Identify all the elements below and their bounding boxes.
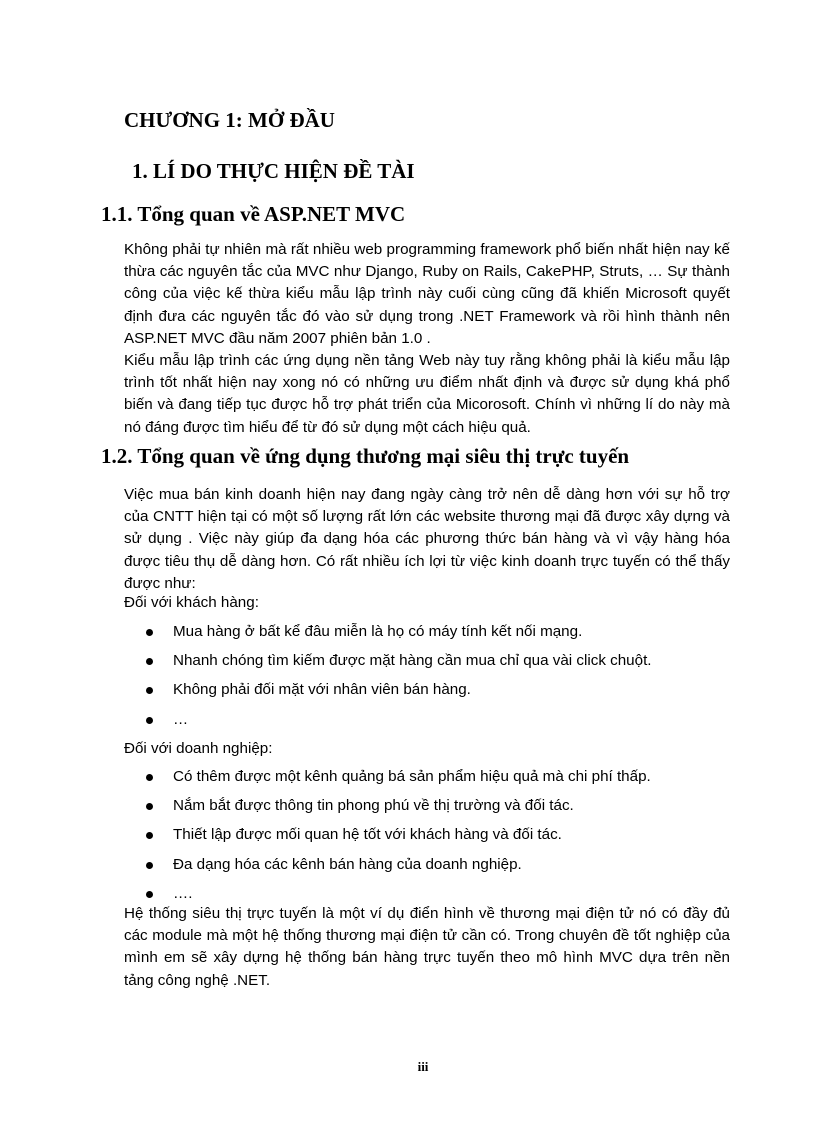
- list-item-text: Nhanh chóng tìm kiếm được mặt hàng cần mua chỉ qua vài click chuột.: [173, 652, 652, 670]
- paragraph-ecommerce-intro: Việc mua bán kinh doanh hiện nay đang ngày càng trở nên dễ dàng hơn với sự hỗ trợ của CNTT hiện tại có một số lượng rất lớn các website thương mại đã được xây dựng và sử dụng . Việc này giúp đa dạng hóa các phương thức bán hàng và vì vậy hàng hóa được tiêu thụ dễ dàng hơn. Có rất nhiều ích lợi từ việc kinh doanh trực tuyến có thể thấy được như:: [124, 486, 730, 592]
- bullet-icon: [146, 717, 153, 724]
- bullet-icon: [146, 687, 153, 694]
- list-item: [146, 766, 651, 795]
- list-item-text: ….: [173, 884, 193, 902]
- bullet-icon: [146, 891, 153, 898]
- bullet-icon: [146, 658, 153, 665]
- list-item-text: Nắm bắt được thông tin phong phú về thị trường và đối tác.: [173, 797, 574, 815]
- business-benefits-label: Đối với doanh nghiệp:: [124, 740, 273, 757]
- list-item: [146, 621, 652, 650]
- bullet-icon: [146, 862, 153, 869]
- paragraph-conclusion: Hệ thống siêu thị trực tuyến là một ví dụ điển hình về thương mại điện tử nó có đầy đủ các module mà một hệ thống thương mại điện tử cần có. Trong chuyên đề tốt nghiệp của mình em sẽ xây dựng hệ thống bán hàng trực tuyến theo mô hình MVC dựa trên nền tảng công nghệ .NET.: [124, 905, 730, 989]
- customer-benefits-list: [146, 621, 652, 738]
- subsection-title-ecommerce: 1.2. Tổng quan về ứng dụng thương mại siêu thị trực tuyến: [101, 444, 630, 468]
- bullet-icon: [146, 803, 153, 810]
- page-number: iii: [417, 1059, 429, 1074]
- customer-benefits-label: Đối với khách hàng:: [124, 594, 259, 611]
- list-item: [146, 824, 651, 853]
- bullet-icon: [146, 774, 153, 781]
- section-title: 1. LÍ DO THỰC HIỆN ĐỀ TÀI: [132, 159, 415, 183]
- list-item-text: Không phải đối mặt với nhân viên bán hàng.: [173, 681, 471, 699]
- business-benefits-list: [146, 766, 651, 912]
- subsection-title-asp-net-mvc: 1.1. Tổng quan về ASP.NET MVC: [101, 202, 406, 226]
- list-item: [146, 709, 652, 738]
- list-item-text: Có thêm được một kênh quảng bá sản phẩm hiệu quả mà chi phí thấp.: [173, 768, 651, 785]
- paragraph-mvc-history: Không phải tự nhiên mà rất nhiều web programming framework phổ biến nhất hiện nay kế thừa các nguyên tắc của MVC như Django, Ruby on Rails, CakePHP, Struts, … Sự thành công của việc kế thừa kiểu mẫu lập trình này cuối cùng cũng đã khiến Microsoft quyết định đưa các nguyên tắc đó vào sử dụng trong .NET Framework và rồi hình thành nên ASP.NET MVC đầu năm 2007 phiên bản 1.0 .: [124, 241, 730, 347]
- list-item: [146, 795, 651, 824]
- paragraph-mvc-benefits: Kiểu mẫu lập trình các ứng dụng nền tảng Web này tuy rằng không phải là kiểu mẫu lập trình tốt nhất hiện nay xong nó có những ưu điểm nhất định và được sử dụng khá phổ biến và đang tiếp tục được hỗ trợ phát triển của Micorosoft. Chính vì những lí do này mà nó đáng được tìm hiểu để từ đó sử dụng một cách hiệu quả.: [124, 352, 730, 436]
- list-item-text: Đa dạng hóa các kênh bán hàng của doanh nghiệp.: [173, 855, 522, 873]
- list-item: [146, 854, 651, 883]
- list-item-text: Thiết lập được mối quan hệ tốt với khách hàng và đối tác.: [173, 826, 562, 844]
- chapter-title: CHƯƠNG 1: MỞ ĐẦU: [124, 108, 335, 132]
- list-item: [146, 650, 652, 679]
- list-item: [146, 679, 652, 708]
- list-item-text: Mua hàng ở bất kể đâu miễn là họ có máy tính kết nối mạng.: [173, 623, 583, 640]
- bullet-icon: [146, 629, 153, 636]
- list-item-text: …: [173, 710, 189, 728]
- bullet-icon: [146, 832, 153, 839]
